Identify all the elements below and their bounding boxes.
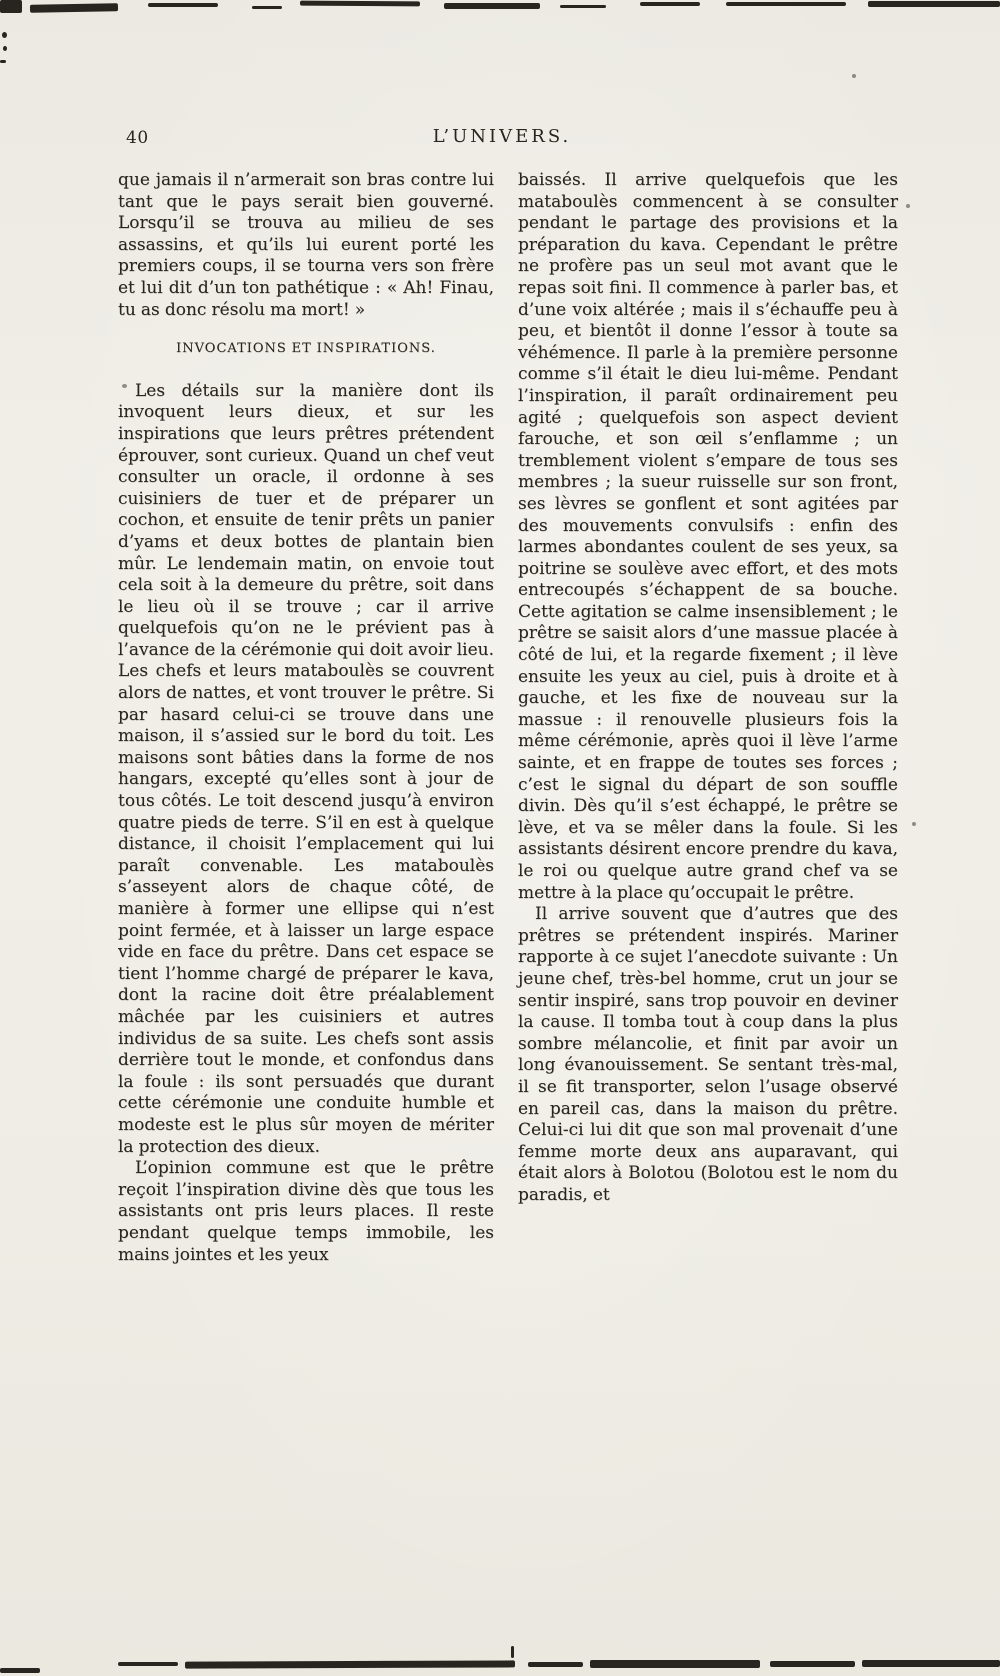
text-columns <box>118 170 898 1266</box>
scan-mark <box>148 3 218 7</box>
scan-mark <box>868 1 1000 7</box>
scan-mark <box>444 3 540 9</box>
page-number: 40 <box>126 128 149 148</box>
scan-mark <box>300 1 420 7</box>
left-column <box>118 170 494 1266</box>
scan-speck <box>906 204 910 208</box>
scan-mark <box>726 2 846 6</box>
scan-mark <box>511 1646 514 1658</box>
scan-mark <box>770 1661 855 1667</box>
scan-mark <box>560 5 606 8</box>
scan-mark <box>118 1662 178 1666</box>
scan-mark <box>3 46 7 51</box>
scan-mark <box>252 6 282 9</box>
scan-mark <box>862 1660 1000 1667</box>
scan-speck <box>852 74 856 78</box>
paragraph: Les détails sur la manière dont ils invoquent leurs dieux, et sur les inspirations que leurs prêtres prétendent éprouver, sont curieux. Quand un chef veut consulter un oracle, il ordonne à ses cuisiniers de tuer et de préparer un cochon, et ensuite de tenir prêts un panier d’yams et deux bottes de plantain bien mûr. Le lendemain matin, on envoie tout cela soit à la demeure du prêtre, soit dans le lieu où il se trouve ; car il arrive quelquefois qu’on ne le prévient pas à l’avance de la cérémonie qui doit avoir lieu. Les chefs et leurs mataboulès se couvrent alors de nattes, et vont trouver le prêtre. Si par hasard celui-ci se trouve dans une maison, il s’assied sur le bord du toit. Les maisons sont bâties dans la forme de nos hangars, excepté qu’elles sont à jour de tous côtés. Le toit descend jusqu’à environ quatre pieds de terre. S’il en est à quelque distance, il choisit l’emplacement qui lui paraît convenable. Les mataboulès s’asseyent alors de chaque côté, de manière à former une ellipse qui n’est point fermée, et à laisser un large espace vide en face du prêtre. Dans cet espace se tient l’homme chargé de préparer le kava, dont la racine doit être préalablement mâchée par les cuisiniers et autres individus de sa suite. Les chefs sont assis derrière tout le monde, et confondus dans la foule : ils sont persuadés que durant cette cérémonie une conduite humble et modeste est le plus sûr moyen de mériter la protection des dieux. <box>118 380 494 1157</box>
right-column <box>518 170 898 1266</box>
paragraph: L’opinion commune est que le prêtre reçoit l’inspiration divine dès que tous les assistants ont pris leurs places. Il reste pendant quelque temps immobile, les mains jointes et les yeux <box>118 1158 494 1265</box>
scan-mark <box>590 1660 760 1668</box>
paragraph: Il arrive souvent que d’autres que des prêtres se prétendent inspirés. Mariner rapporte à ce sujet l’anecdote suivante : Un jeune chef, très-bel homme, crut un jour se sentir inspiré, sans trop pouvoir en deviner la cause. Il tomba tout à coup dans la plus sombre mélancolie, et finit par avoir un long évanouissement. Se sentant très-mal, il se fit transporter, selon l’usage observé en pareil cas, dans la maison du prêtre. Celui-ci lui dit que son mal provenait d’une femme morte deux ans auparavant, qui était alors à Bolotou (Bolotou est le nom du paradis, et <box>518 904 898 1205</box>
scan-mark <box>0 1668 40 1673</box>
section-heading: INVOCATIONS ET INSPIRATIONS. <box>176 341 436 357</box>
scan-speck <box>912 822 916 826</box>
scan-mark <box>0 0 22 13</box>
scan-mark <box>528 1662 583 1667</box>
scan-mark <box>2 32 7 38</box>
page-header <box>118 126 896 150</box>
scan-mark <box>640 2 700 6</box>
paragraph: baissés. Il arrive quelquefois que les mataboulès commencent à se consulter pendant le partage des provisions et la préparation du kava. Cependant le prêtre ne profère pas un seul mot avant que le repas soit fini. Il commence à parler bas, et d’une voix altérée ; mais il s’échauffe peu à peu, et bientôt il donne l’essor à toute sa véhémence. Il parle à la première personne comme s’il était le dieu lui-même. Pendant l’inspiration, il paraît ordinairement peu agité ; quelquefois son aspect devient farouche, et son œil s’enflamme ; un tremblement violent s’empare de tous ses membres ; la sueur ruisselle sur son front, ses lèvres se gonflent et sont agitées par des mouvements convulsifs : enfin des larmes abondantes coulent de ses yeux, sa poitrine se soulève avec effort, et des mots entrecoupés s’échappent de sa bouche. Cette agitation se calme insensiblement ; le prêtre se saisit alors d’une massue placée à côté de lui, et la regarde fixement ; il lève ensuite les yeux au ciel, puis à droite et à gauche, et les fixe de nouveau sur la massue : il renouvelle plusieurs fois la même cérémonie, après quoi il lève l’arme sainte, et en frappe de toutes ses forces ; c’est le signal du départ de son souffle divin. Dès qu’il s’est échappé, le prêtre se lève, et va se mêler dans la foule. Si les assistants désirent encore prendre du kava, le roi ou quelque autre grand chef va se mettre à la place qu’occupait le prêtre. <box>518 170 898 903</box>
scan-mark <box>30 3 118 13</box>
scan-mark <box>0 60 6 63</box>
scan-mark <box>185 1660 515 1668</box>
running-title: L’UNIVERS. <box>432 126 572 147</box>
paragraph: que jamais il n’armerait son bras contre lui tant que le pays serait bien gouverné. Lorsqu’il se trouva au milieu de ses assassins, et qu’ils lui eurent porté les premiers coups, il se tourna vers son frère et lui dit d’un ton pathétique : « Ah! Finau, tu as donc résolu ma mort! » <box>118 170 494 320</box>
